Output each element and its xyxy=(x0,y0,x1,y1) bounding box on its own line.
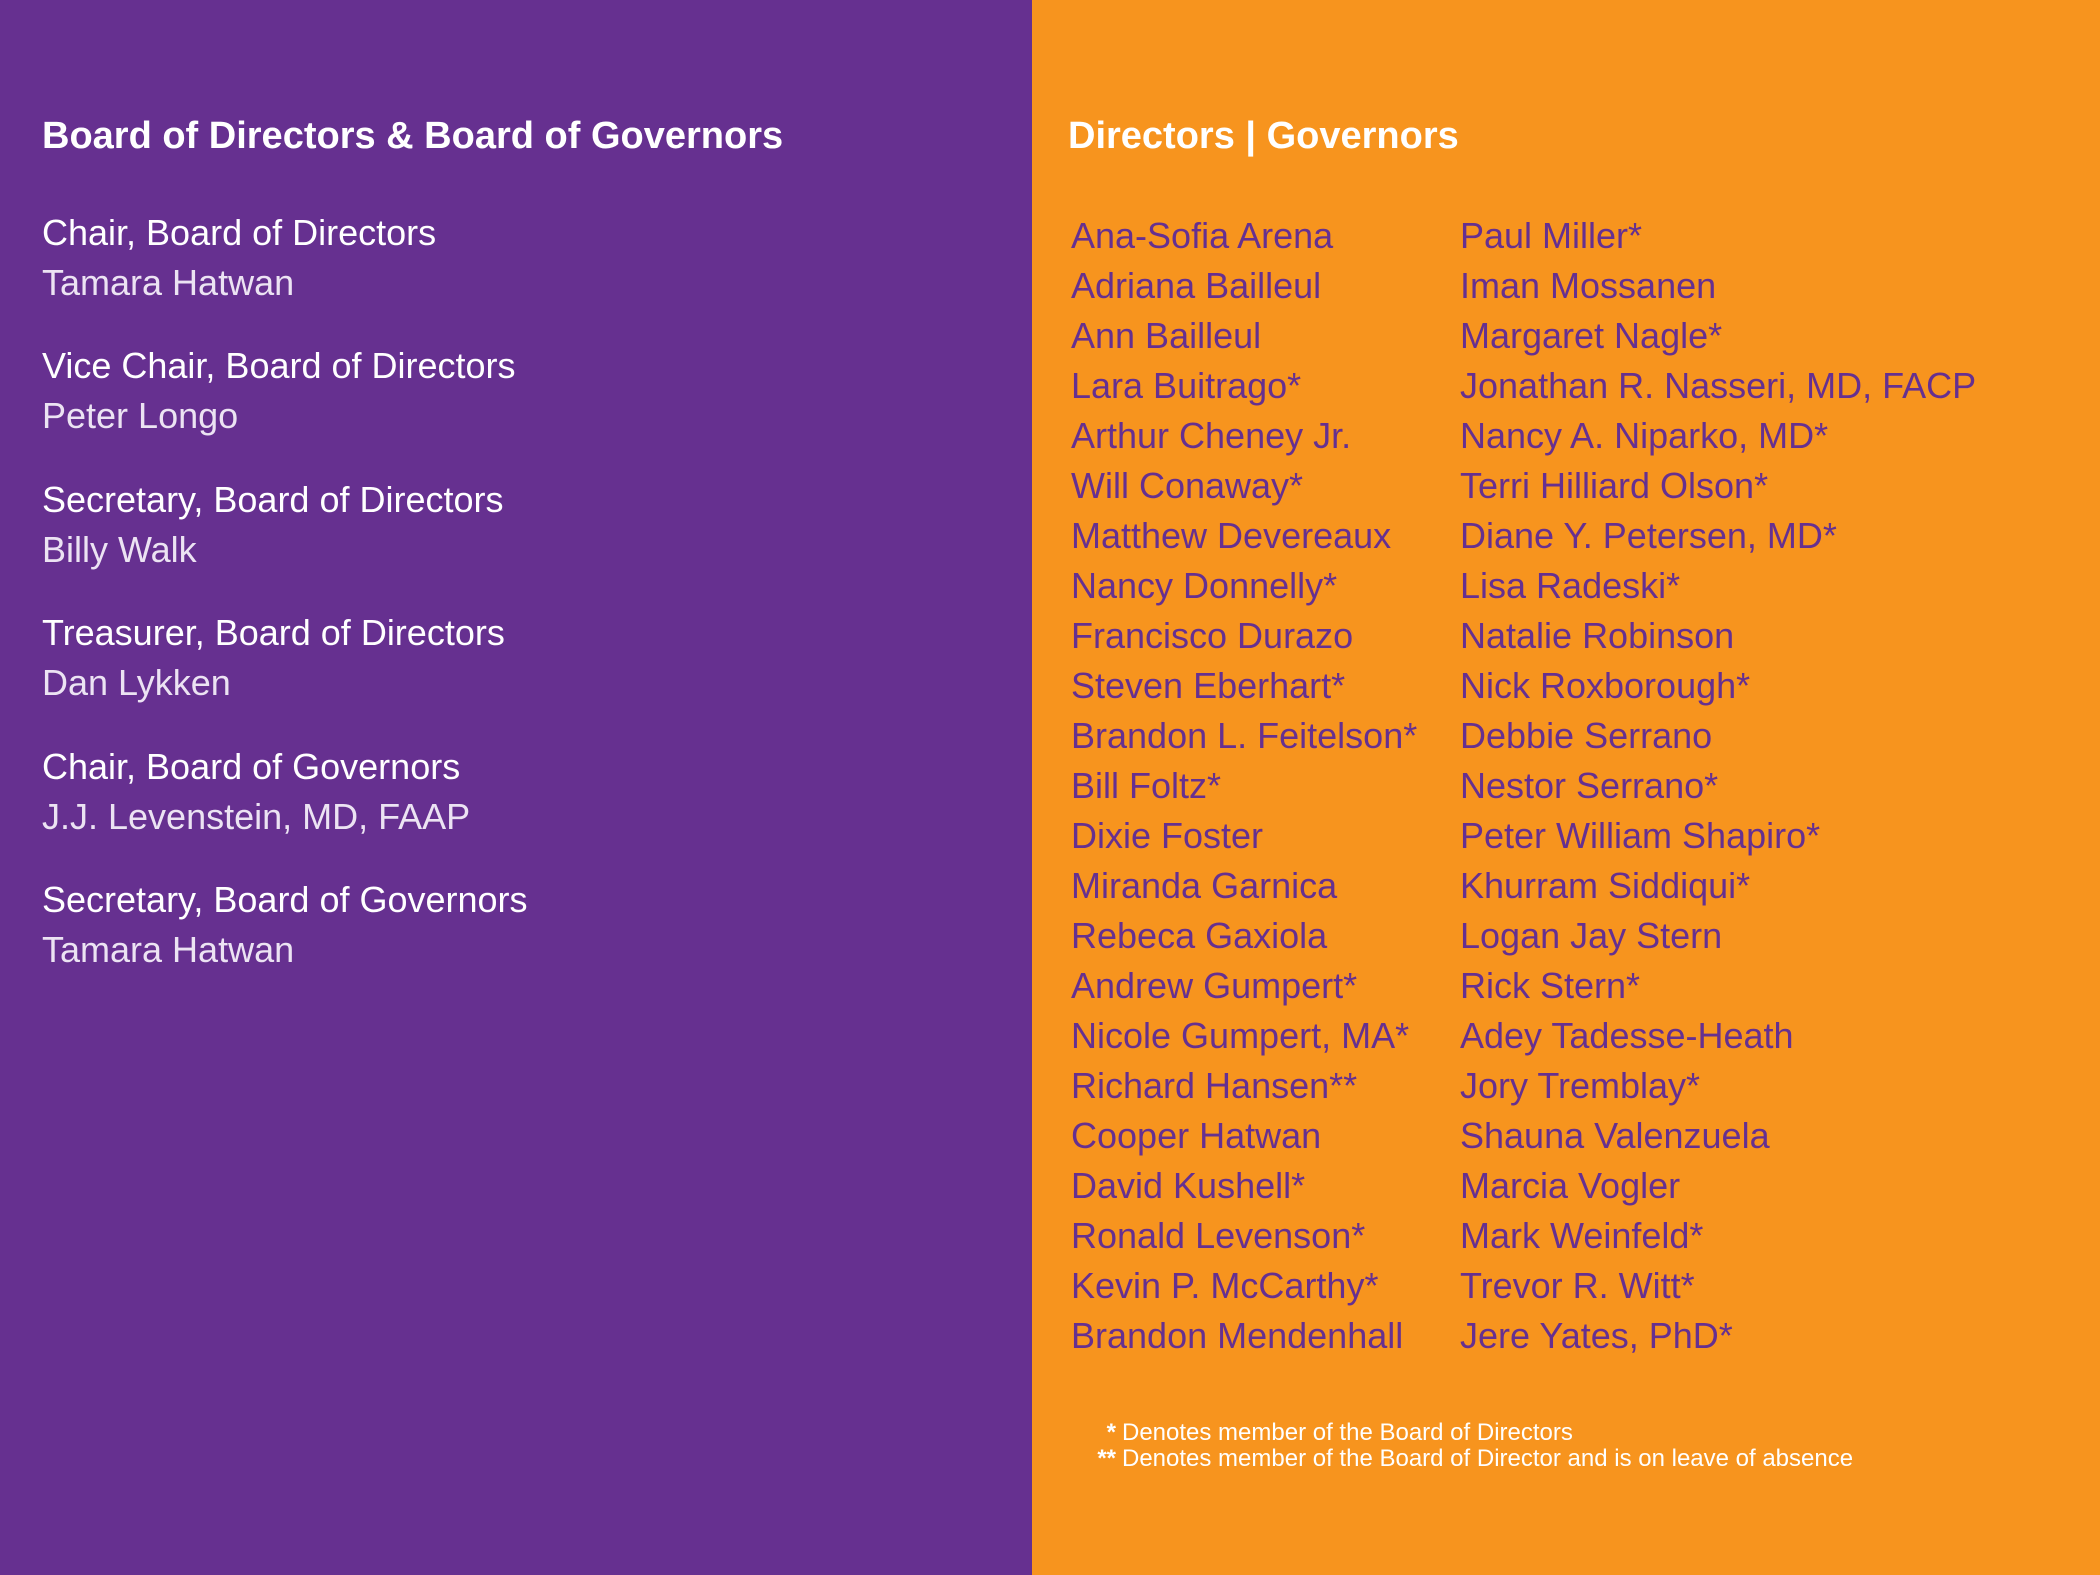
member-name: Paul Miller* xyxy=(1460,215,1643,256)
member-name: Shauna Valenzuela xyxy=(1460,1115,1770,1156)
officer-name: Tamara Hatwan xyxy=(42,928,295,970)
member-name: Logan Jay Stern xyxy=(1460,915,1723,956)
member-name: Margaret Nagle* xyxy=(1460,315,1723,356)
officer-role: Secretary, Board of Governors xyxy=(42,878,528,920)
officers-panel-title: Board of Directors & Board of Governors xyxy=(42,115,784,157)
officer-name: Dan Lykken xyxy=(42,662,231,704)
member-name: Khurram Siddiqui* xyxy=(1460,865,1751,906)
officer-entry xyxy=(42,341,528,474)
member-name: Diane Y. Petersen, MD* xyxy=(1460,515,1837,556)
member-name: Steven Eberhart* xyxy=(1071,665,1346,706)
footnote-text: Denotes member of the Board of Director and is on leave of absence xyxy=(1122,1445,1854,1472)
officer-entry xyxy=(42,208,528,341)
member-name: Cooper Hatwan xyxy=(1071,1115,1322,1156)
member-name: Terri Hilliard Olson* xyxy=(1460,465,1769,506)
officer-name: Peter Longo xyxy=(42,395,239,437)
member-name: Adriana Bailleul xyxy=(1071,265,1322,306)
officer-role: Chair, Board of Directors xyxy=(42,212,437,253)
member-name: Rebeca Gaxiola xyxy=(1071,915,1328,956)
officer-entry xyxy=(42,742,528,875)
member-name: Will Conaway* xyxy=(1071,465,1304,506)
officer-role: Vice Chair, Board of Directors xyxy=(42,345,516,387)
member-name: Peter William Shapiro* xyxy=(1460,815,1821,856)
footnotes xyxy=(1082,1420,1853,1472)
member-name: Nancy A. Niparko, MD* xyxy=(1460,415,1829,456)
member-name: Rick Stern* xyxy=(1460,965,1641,1006)
member-name: Andrew Gumpert* xyxy=(1071,965,1358,1006)
officer-name: Tamara Hatwan xyxy=(42,262,295,303)
officer-entry xyxy=(42,608,528,741)
officer-name: Billy Walk xyxy=(42,528,197,570)
members-column-1 xyxy=(1071,211,1417,1361)
member-name: Brandon Mendenhall xyxy=(1071,1315,1404,1356)
member-name: Nancy Donnelly* xyxy=(1071,565,1338,606)
member-name: Nicole Gumpert, MA* xyxy=(1071,1015,1410,1056)
footnote-text: Denotes member of the Board of Directors xyxy=(1122,1419,1573,1446)
member-name: Dixie Foster xyxy=(1071,815,1264,856)
officer-role: Secretary, Board of Directors xyxy=(42,478,504,520)
member-name: Ann Bailleul xyxy=(1071,315,1262,356)
member-name: Trevor R. Witt* xyxy=(1460,1265,1695,1306)
officer-entry xyxy=(42,475,528,608)
member-name: Lisa Radeski* xyxy=(1460,565,1681,606)
members-panel xyxy=(1032,0,2100,1575)
officer-role: Chair, Board of Governors xyxy=(42,745,461,787)
member-name: Debbie Serrano xyxy=(1460,715,1713,756)
officers-panel xyxy=(0,0,1032,1575)
member-name: Bill Foltz* xyxy=(1071,765,1222,806)
member-name: Adey Tadesse-Heath xyxy=(1460,1015,1794,1056)
member-name: Richard Hansen** xyxy=(1071,1065,1358,1106)
footnote-mark: * xyxy=(1106,1419,1116,1446)
member-name: Natalie Robinson xyxy=(1460,615,1735,656)
member-name: Kevin P. McCarthy* xyxy=(1071,1265,1379,1306)
member-name: Marcia Vogler xyxy=(1460,1165,1681,1206)
member-name: Iman Mossanen xyxy=(1460,265,1717,306)
member-name: Jonathan R. Nasseri, MD, FACP xyxy=(1460,365,1977,406)
footnote-directors xyxy=(1082,1420,1853,1446)
members-column-2 xyxy=(1460,211,1976,1361)
member-name: Jere Yates, PhD* xyxy=(1460,1315,1733,1356)
member-name: Mark Weinfeld* xyxy=(1460,1215,1704,1256)
member-name: Ana-Sofia Arena xyxy=(1071,215,1334,256)
member-name: Lara Buitrago* xyxy=(1071,365,1302,406)
member-name: Jory Tremblay* xyxy=(1460,1065,1701,1106)
member-name: Nick Roxborough* xyxy=(1460,665,1751,706)
officer-entry xyxy=(42,875,528,1008)
member-name: Nestor Serrano* xyxy=(1460,765,1719,806)
member-name: Matthew Devereaux xyxy=(1071,515,1392,556)
footnote-leave-of-absence xyxy=(1082,1446,1853,1472)
footnote-mark: ** xyxy=(1097,1445,1116,1472)
member-name: Ronald Levenson* xyxy=(1071,1215,1366,1256)
member-name: Francisco Durazo xyxy=(1071,615,1354,656)
officer-role: Treasurer, Board of Directors xyxy=(42,612,505,654)
member-name: Arthur Cheney Jr. xyxy=(1071,415,1352,456)
officers-list xyxy=(42,208,528,1008)
officer-name: J.J. Levenstein, MD, FAAP xyxy=(42,795,471,837)
member-name: David Kushell* xyxy=(1071,1165,1306,1206)
member-name: Brandon L. Feitelson* xyxy=(1071,715,1418,756)
members-panel-title: Directors | Governors xyxy=(1068,115,1459,157)
member-name: Miranda Garnica xyxy=(1071,865,1338,906)
